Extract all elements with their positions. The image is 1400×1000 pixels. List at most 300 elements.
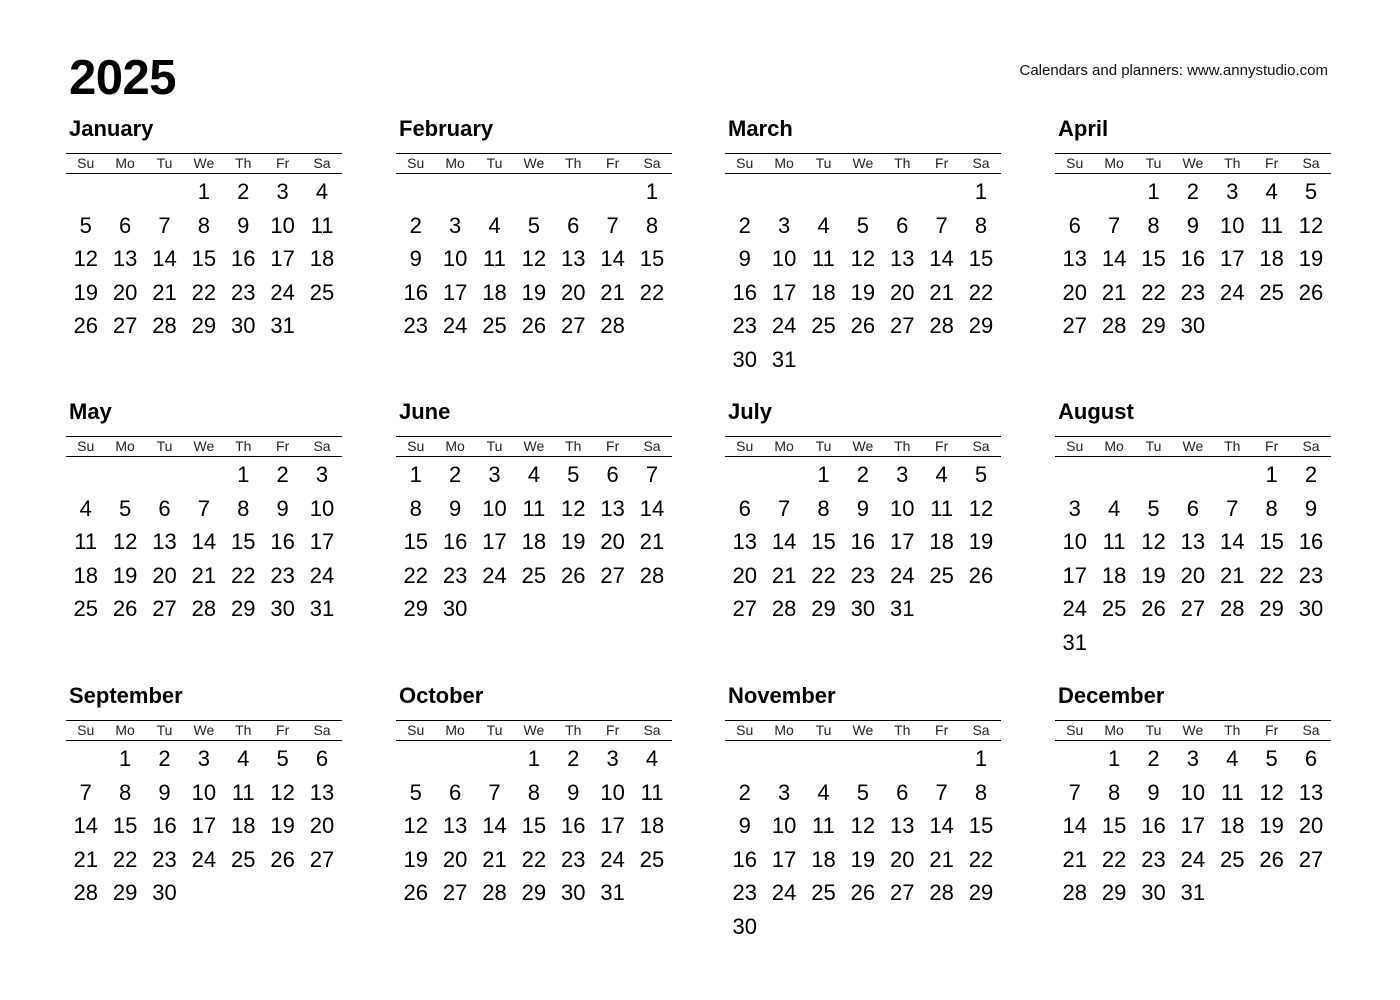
day-cell: 5 — [856, 212, 869, 238]
day-cell: 1 — [527, 746, 540, 771]
day-cell: 13 — [152, 529, 177, 554]
day-cell: 6 — [1304, 746, 1318, 771]
day-cell: 16 — [1141, 813, 1166, 838]
day-cell: 22 — [403, 562, 428, 588]
day-cell: 14 — [929, 246, 954, 271]
month-block-june — [396, 399, 672, 626]
day-cell: 30 — [231, 313, 256, 338]
day-cell: 16 — [152, 813, 177, 838]
weekday-label: Sa — [313, 722, 331, 738]
weekday-label: Sa — [643, 438, 661, 454]
day-cell: 6 — [896, 779, 909, 805]
month-name: January — [69, 116, 154, 141]
day-cell: 23 — [561, 846, 586, 872]
day-cell: 20 — [732, 562, 757, 588]
weekday-label: We — [193, 722, 215, 738]
day-cell: 13 — [561, 246, 586, 271]
day-cell: 9 — [276, 495, 289, 521]
day-cell: 22 — [1141, 279, 1166, 305]
day-cell: 15 — [1101, 813, 1127, 838]
empty-day-cell — [554, 175, 593, 209]
day-cell: 12 — [403, 813, 428, 838]
day-cell: 23 — [732, 880, 757, 905]
day-cell: 26 — [850, 313, 876, 338]
day-cell: 3 — [777, 779, 791, 805]
weekday-header-row — [396, 436, 672, 457]
day-cell: 23 — [270, 562, 295, 588]
day-cell: 13 — [890, 813, 915, 838]
day-cell: 9 — [1304, 495, 1318, 521]
day-cell: 8 — [527, 779, 540, 805]
day-cell: 4 — [935, 462, 948, 487]
day-cell: 28 — [1220, 596, 1245, 621]
empty-day-cell — [435, 742, 474, 776]
day-cell: 5 — [1304, 179, 1318, 204]
empty-day-cell — [883, 742, 922, 776]
day-cell: 7 — [1226, 495, 1239, 521]
day-cell: 23 — [403, 313, 428, 338]
month-block-february — [396, 116, 672, 343]
day-cell: 30 — [270, 596, 295, 621]
day-cell: 24 — [482, 562, 507, 588]
day-cell: 2 — [158, 746, 171, 771]
empty-day-cell — [145, 458, 184, 492]
day-cell: 17 — [890, 529, 915, 554]
weekday-label: Th — [1224, 438, 1241, 454]
day-cell: 26 — [561, 562, 586, 588]
weekday-label: Fr — [606, 155, 620, 171]
weekday-label: Tu — [1145, 722, 1162, 738]
day-cell: 3 — [315, 462, 329, 487]
day-cell: 5 — [527, 212, 540, 238]
day-cell: 20 — [1062, 279, 1087, 305]
month-name: July — [728, 399, 773, 424]
day-cell: 15 — [231, 529, 256, 554]
day-cell: 24 — [442, 313, 468, 338]
day-cell: 24 — [771, 880, 797, 905]
weekday-label: Sa — [1302, 155, 1320, 171]
day-cell: 16 — [231, 246, 256, 271]
day-cell: 3 — [777, 212, 791, 238]
day-cell: 21 — [1062, 846, 1087, 872]
day-cell: 28 — [771, 596, 797, 621]
weekday-header-row — [66, 436, 342, 457]
day-cell: 6 — [158, 495, 171, 521]
day-cell: 24 — [600, 846, 625, 872]
day-cell: 24 — [309, 562, 335, 588]
empty-day-cell — [1055, 175, 1094, 209]
day-cell: 27 — [309, 846, 335, 872]
day-cell: 9 — [1186, 212, 1199, 238]
day-cell: 1 — [645, 179, 659, 204]
day-cell: 1 — [409, 462, 422, 487]
day-cell: 13 — [309, 779, 335, 805]
month-name: June — [399, 399, 451, 424]
day-cell: 29 — [231, 596, 256, 621]
day-cell: 23 — [442, 562, 468, 588]
day-cell: 2 — [1186, 179, 1199, 204]
day-cell: 1 — [118, 746, 132, 771]
day-cell: 28 — [639, 562, 665, 588]
day-cell: 6 — [896, 212, 909, 238]
day-cell: 31 — [600, 880, 625, 905]
day-cell: 29 — [191, 313, 217, 338]
month-block-september — [66, 683, 342, 910]
day-cell: 15 — [968, 246, 994, 271]
day-cell: 25 — [1101, 596, 1127, 621]
empty-day-cell — [105, 458, 144, 492]
empty-day-cell — [883, 175, 922, 209]
day-cell: 18 — [521, 529, 547, 554]
day-cell: 14 — [1220, 529, 1245, 554]
empty-day-cell — [475, 175, 514, 209]
weekday-label: Fr — [276, 722, 290, 738]
day-cell: 2 — [448, 462, 462, 487]
day-cell: 19 — [850, 846, 876, 872]
day-cell: 10 — [442, 246, 468, 271]
weekday-label: Tu — [815, 722, 832, 738]
days-grid — [66, 458, 342, 626]
day-cell: 2 — [567, 746, 580, 771]
day-cell: 11 — [310, 212, 334, 238]
day-cell: 2 — [409, 212, 422, 238]
day-cell: 14 — [152, 246, 177, 271]
day-cell: 21 — [639, 529, 665, 554]
day-cell: 18 — [929, 529, 954, 554]
weekday-label: Mo — [445, 155, 465, 171]
day-cell: 4 — [1226, 746, 1239, 771]
day-cell: 25 — [73, 596, 98, 621]
day-cell: 17 — [270, 246, 295, 271]
day-cell: 1 — [197, 179, 210, 204]
weekday-label: Sa — [313, 438, 331, 454]
day-cell: 3 — [448, 212, 462, 238]
weekday-label: Th — [235, 438, 252, 454]
weekday-header-row — [66, 720, 342, 741]
weekday-label: Th — [1224, 155, 1241, 171]
day-cell: 7 — [935, 212, 948, 238]
month-block-january — [66, 116, 342, 343]
weekday-label: Th — [894, 438, 911, 454]
day-cell: 29 — [968, 880, 994, 905]
weekday-label: Fr — [606, 722, 620, 738]
day-cell: 18 — [811, 846, 836, 872]
day-cell: 26 — [1141, 596, 1166, 621]
weekday-header-row — [66, 153, 342, 174]
weekday-label: Th — [235, 155, 252, 171]
day-cell: 5 — [1147, 495, 1160, 521]
day-cell: 17 — [191, 813, 217, 838]
weekday-label: Tu — [486, 438, 503, 454]
weekday-label: Mo — [115, 438, 135, 454]
day-cell: 23 — [231, 279, 256, 305]
day-cell: 2 — [276, 462, 289, 487]
day-cell: 4 — [315, 179, 329, 204]
day-cell: 31 — [309, 596, 335, 621]
year-title: 2025 — [69, 51, 177, 105]
day-cell: 4 — [1107, 495, 1121, 521]
day-cell: 1 — [974, 746, 988, 771]
day-cell: 8 — [817, 495, 830, 521]
empty-day-cell — [66, 742, 105, 776]
day-cell: 10 — [482, 495, 507, 521]
month-name: December — [1058, 683, 1165, 708]
day-cell: 7 — [158, 212, 171, 238]
day-cell: 20 — [112, 279, 138, 305]
day-cell: 19 — [403, 846, 428, 872]
day-cell: 2 — [237, 179, 250, 204]
day-cell: 23 — [732, 313, 757, 338]
day-cell: 11 — [522, 495, 546, 521]
day-cell: 5 — [79, 212, 92, 238]
day-cell: 14 — [1101, 246, 1127, 271]
day-cell: 12 — [73, 246, 98, 271]
day-cell: 19 — [521, 279, 547, 305]
weekday-label: Tu — [486, 155, 503, 171]
day-cell: 22 — [968, 279, 994, 305]
day-cell: 8 — [409, 495, 422, 521]
day-cell: 2 — [1147, 746, 1160, 771]
day-cell: 14 — [73, 813, 98, 838]
weekday-label: Fr — [935, 438, 949, 454]
weekday-label: We — [852, 438, 874, 454]
day-cell: 6 — [448, 779, 462, 805]
day-cell: 26 — [521, 313, 547, 338]
day-cell: 4 — [237, 746, 250, 771]
day-cell: 5 — [974, 462, 988, 487]
empty-day-cell — [725, 742, 764, 776]
day-cell: 28 — [73, 880, 98, 905]
day-cell: 24 — [270, 279, 295, 305]
day-cell: 22 — [112, 846, 138, 872]
day-cell: 22 — [1259, 562, 1284, 588]
day-cell: 28 — [929, 313, 954, 338]
day-cell: 7 — [606, 212, 619, 238]
month-block-may — [66, 399, 342, 626]
empty-day-cell — [725, 175, 764, 209]
day-cell: 4 — [817, 212, 830, 238]
empty-day-cell — [1055, 742, 1094, 776]
day-cell: 17 — [1180, 813, 1206, 838]
weekday-label: We — [193, 438, 215, 454]
day-cell: 10 — [1180, 779, 1206, 805]
day-cell: 18 — [73, 562, 98, 588]
day-cell: 27 — [442, 880, 468, 905]
day-cell: 28 — [191, 596, 217, 621]
day-cell: 2 — [738, 779, 751, 805]
empty-day-cell — [725, 458, 764, 492]
day-cell: 20 — [442, 846, 468, 872]
weekday-header-row — [725, 436, 1001, 457]
day-cell: 19 — [112, 562, 138, 588]
day-cell: 11 — [930, 495, 954, 521]
day-cell: 21 — [771, 562, 797, 588]
empty-day-cell — [475, 742, 514, 776]
day-cell: 27 — [112, 313, 138, 338]
day-cell: 1 — [974, 179, 988, 204]
day-cell: 2 — [738, 212, 751, 238]
weekday-label: Su — [1066, 155, 1084, 171]
day-cell: 27 — [890, 880, 915, 905]
day-cell: 14 — [191, 529, 217, 554]
day-cell: 29 — [403, 596, 428, 621]
weekday-label: Su — [1066, 438, 1084, 454]
day-cell: 12 — [521, 246, 547, 271]
day-cell: 19 — [73, 279, 98, 305]
day-cell: 11 — [812, 813, 835, 838]
day-cell: 14 — [1062, 813, 1087, 838]
day-cell: 27 — [890, 313, 915, 338]
weekday-header-row — [725, 153, 1001, 174]
day-cell: 27 — [152, 596, 177, 621]
day-cell: 30 — [561, 880, 586, 905]
weekday-label: Tu — [1145, 438, 1162, 454]
day-cell: 25 — [929, 562, 954, 588]
day-cell: 22 — [231, 562, 256, 588]
empty-day-cell — [145, 175, 184, 209]
day-cell: 25 — [482, 313, 507, 338]
day-cell: 7 — [1107, 212, 1121, 238]
day-cell: 18 — [639, 813, 665, 838]
days-grid — [396, 175, 672, 343]
weekday-label: Tu — [156, 722, 173, 738]
day-cell: 23 — [152, 846, 177, 872]
day-cell: 19 — [561, 529, 586, 554]
weekday-label: Mo — [1104, 155, 1124, 171]
empty-day-cell — [1173, 458, 1212, 492]
day-cell: 7 — [488, 779, 501, 805]
day-cell: 18 — [1259, 246, 1284, 271]
day-cell: 10 — [191, 779, 217, 805]
day-cell: 12 — [850, 246, 876, 271]
day-cell: 17 — [600, 813, 625, 838]
day-cell: 24 — [890, 562, 915, 588]
day-cell: 18 — [309, 246, 335, 271]
month-name: October — [399, 683, 484, 708]
day-cell: 18 — [231, 813, 256, 838]
day-cell: 20 — [1180, 562, 1206, 588]
weekday-label: Fr — [1265, 155, 1279, 171]
day-cell: 10 — [600, 779, 625, 805]
days-grid — [725, 175, 1001, 376]
day-cell: 10 — [890, 495, 915, 521]
day-cell: 28 — [482, 880, 507, 905]
day-cell: 18 — [482, 279, 507, 305]
weekday-label: Tu — [815, 438, 832, 454]
day-cell: 26 — [73, 313, 98, 338]
day-cell: 15 — [811, 529, 836, 554]
day-cell: 30 — [1180, 313, 1206, 338]
month-name: March — [728, 116, 793, 141]
day-cell: 20 — [561, 279, 586, 305]
day-cell: 13 — [1180, 529, 1206, 554]
day-cell: 17 — [771, 846, 797, 872]
weekday-label: Tu — [486, 722, 503, 738]
day-cell: 26 — [1259, 846, 1284, 872]
day-cell: 29 — [1259, 596, 1284, 621]
weekday-label: Fr — [276, 438, 290, 454]
day-cell: 19 — [968, 529, 994, 554]
day-cell: 25 — [231, 846, 256, 872]
day-cell: 10 — [771, 813, 797, 838]
day-cell: 21 — [929, 846, 954, 872]
day-cell: 13 — [442, 813, 468, 838]
day-cell: 20 — [309, 813, 335, 838]
month-block-august — [1055, 399, 1331, 659]
day-cell: 30 — [1298, 596, 1324, 621]
day-cell: 25 — [811, 313, 836, 338]
day-cell: 24 — [1180, 846, 1206, 872]
day-cell: 11 — [74, 529, 98, 554]
day-cell: 25 — [521, 562, 547, 588]
weekday-label: Fr — [1265, 438, 1279, 454]
day-cell: 6 — [606, 462, 619, 487]
day-cell: 17 — [309, 529, 335, 554]
weekday-label: Su — [77, 722, 95, 738]
day-cell: 4 — [79, 495, 92, 521]
day-cell: 30 — [152, 880, 177, 905]
weekday-label: Sa — [643, 155, 661, 171]
day-cell: 21 — [929, 279, 954, 305]
day-cell: 22 — [811, 562, 836, 588]
empty-day-cell — [514, 175, 553, 209]
empty-day-cell — [1055, 458, 1094, 492]
day-cell: 23 — [1180, 279, 1206, 305]
day-cell: 16 — [403, 279, 428, 305]
day-cell: 13 — [112, 246, 138, 271]
day-cell: 10 — [270, 212, 295, 238]
weekday-label: We — [523, 722, 545, 738]
empty-day-cell — [396, 175, 435, 209]
day-cell: 16 — [732, 846, 757, 872]
day-cell: 3 — [1226, 179, 1239, 204]
weekday-label: We — [193, 155, 215, 171]
month-name: April — [1058, 116, 1109, 141]
day-cell: 6 — [567, 212, 580, 238]
day-cell: 11 — [231, 779, 255, 805]
day-cell: 11 — [483, 246, 506, 271]
day-cell: 25 — [309, 279, 335, 305]
day-cell: 30 — [732, 913, 757, 939]
day-cell: 7 — [645, 462, 659, 487]
day-cell: 24 — [1062, 596, 1087, 621]
day-cell: 14 — [482, 813, 507, 838]
day-cell: 25 — [639, 846, 665, 872]
day-cell: 9 — [738, 813, 751, 838]
day-cell: 8 — [645, 212, 659, 238]
day-cell: 3 — [488, 462, 501, 487]
day-cell: 14 — [600, 246, 625, 271]
day-cell: 11 — [1260, 212, 1284, 238]
days-grid — [725, 742, 1001, 943]
days-grid — [1055, 458, 1331, 659]
weekday-label: Mo — [445, 438, 465, 454]
weekday-header-row — [396, 153, 672, 174]
day-cell: 15 — [403, 529, 428, 554]
day-cell: 11 — [1220, 779, 1244, 805]
weekday-label: We — [1182, 155, 1204, 171]
empty-day-cell — [764, 458, 803, 492]
day-cell: 15 — [639, 246, 665, 271]
weekday-label: Th — [565, 155, 582, 171]
day-cell: 14 — [639, 495, 665, 521]
empty-day-cell — [1094, 458, 1133, 492]
weekday-label: Sa — [313, 155, 331, 171]
day-cell: 6 — [1186, 495, 1199, 521]
day-cell: 11 — [1102, 529, 1126, 554]
weekday-label: Su — [736, 438, 754, 454]
day-cell: 11 — [812, 246, 835, 271]
